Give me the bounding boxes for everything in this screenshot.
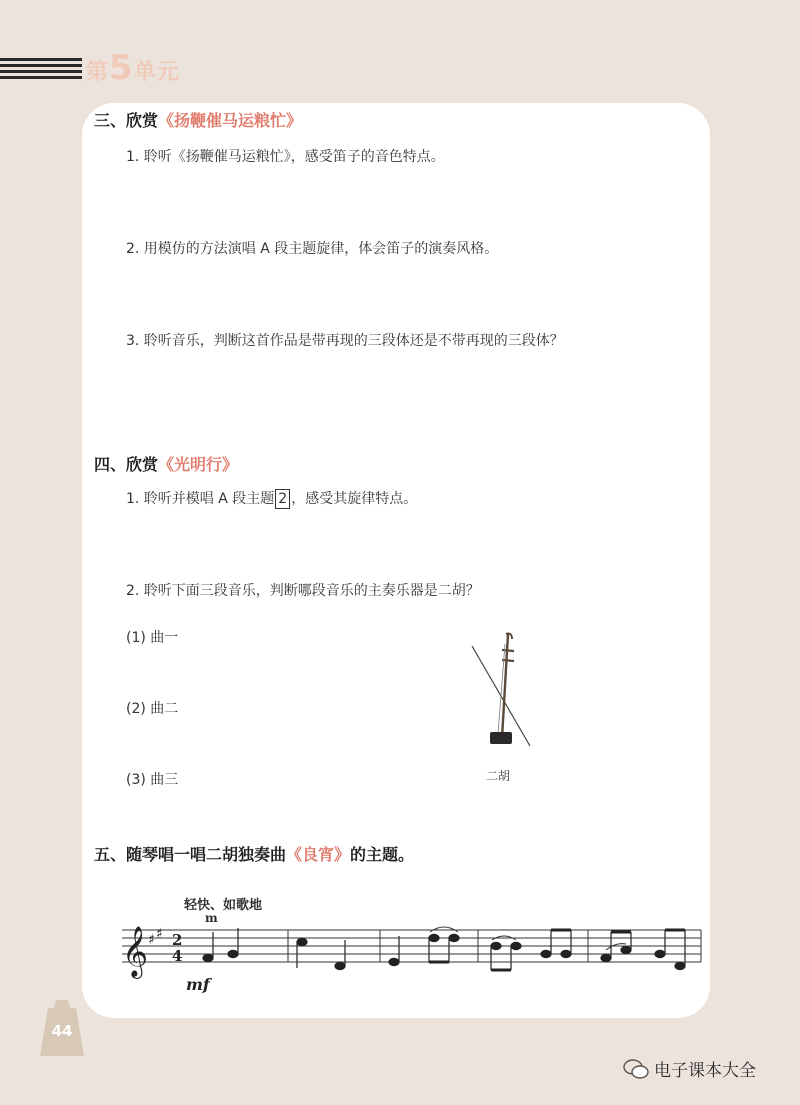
section4-heading-title: 《光明行》 — [158, 455, 239, 474]
section5-heading-prefix: 五、随琴唱一唱二胡独奏曲 — [94, 845, 287, 864]
unit-suffix: 单元 — [133, 60, 180, 85]
time-signature-top: 2 — [172, 931, 183, 949]
erhu-icon — [466, 630, 540, 754]
tempo-marking: 轻快、如歌地 — [184, 898, 263, 913]
section3-heading — [94, 108, 302, 131]
sharp-icon: ♯ — [156, 926, 163, 942]
ornament-marking: m — [205, 911, 218, 925]
section5-heading — [94, 842, 414, 865]
treble-clef-icon: 𝄞 — [122, 926, 149, 977]
section3-question-2: 2. 用模仿的方法演唱 A 段主题旋律，体会笛子的演奏风格。 — [126, 241, 499, 257]
option-3: (3) 曲三 — [126, 772, 179, 788]
header-stripes — [0, 58, 82, 84]
option-1: (1) 曲一 — [126, 630, 179, 646]
section4-q1-text: 1. 聆听并模唱 A 段主题 — [126, 491, 275, 507]
wechat-icon — [622, 1058, 650, 1080]
section4-heading-prefix: 四、欣赏 — [94, 455, 159, 474]
sharp-icon: ♯ — [148, 932, 155, 948]
time-signature-bottom: 4 — [172, 947, 183, 965]
page-number-text: 44 — [51, 1022, 73, 1040]
section4-q1-boxed-number: 2 — [275, 489, 290, 509]
section4-question-2: 2. 聆听下面三段音乐，判断哪段音乐的主奏乐器是二胡？ — [126, 583, 480, 599]
section4-question-1 — [126, 488, 417, 509]
section5-heading-suffix: 的主题。 — [350, 845, 415, 864]
section3-question-1: 1. 聆听《扬鞭催马运粮忙》，感受笛子的音色特点。 — [126, 149, 445, 165]
unit-number: 5 — [109, 48, 134, 88]
option-2: (2) 曲二 — [126, 701, 179, 717]
section5-heading-title: 《良宵》 — [286, 845, 351, 864]
section3-question-3: 3. 聆听音乐，判断这首作品是带再现的三段体还是不带再现的三段体？ — [126, 333, 564, 349]
unit-prefix: 第 — [86, 60, 110, 85]
watermark-text: 电子课本大全 — [654, 1061, 756, 1081]
music-staff — [118, 918, 703, 998]
erhu-caption: 二胡 — [486, 769, 511, 783]
unit-label — [86, 48, 180, 88]
section4-heading — [94, 452, 238, 475]
dynamic-marking: mf — [186, 975, 210, 994]
section3-heading-prefix: 三、欣赏 — [94, 111, 159, 130]
section4-q1-text-end: ，感受其旋律特点。 — [291, 491, 418, 507]
page-number-tab — [40, 1000, 84, 1056]
section3-heading-title: 《扬鞭催马运粮忙》 — [158, 111, 303, 130]
